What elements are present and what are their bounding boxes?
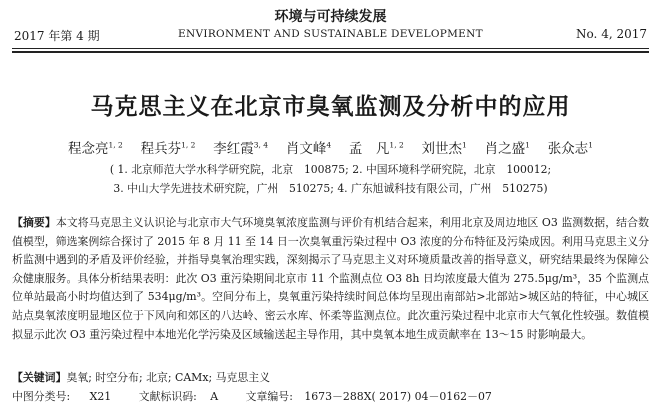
journal-header bbox=[14, 27, 647, 43]
author-name: 张众志 bbox=[547, 141, 589, 157]
author-name: 肖文峰 bbox=[285, 141, 327, 157]
article-number-label: 文章编号: bbox=[245, 390, 293, 403]
abstract-text: 本文将马克思主义认识论与北京市大气环境臭氧浓度监测与评价有机结合起来，利用北京及周边地区 O3 监测数据，结合数值模型，筛选案例综合探讨了 2015 年 8 月 11 至 14 日一次臭氧重污染过程中 O3 浓度的分布特征及污染成因。利用马克思主义分析监测中遇到的矛盾及评价经验，并指导臭氧治理实践，深刻揭示了马克思主义对环境质量改善的指导意义，研究结果最终为保障公众健康服务。具体分析结果表明：此次 O3 重污染期间北京市 11 个监测点位 O3 8h 日均浓度最大值为 275.5μg/m³，35 个监测点位单站最高小时均值达到了 534μg/m³。空间分布上，臭氧重污染持续时间总体均呈现出南部站>北部站>城区站的特征，中心城区站点臭氧浓度明显地区位于下风向和郊区的八达岭、密云水库、怀柔等监测点位。此次重污染过程中北京市大气氧化性较强。数值模拟显示此次 O3 重污染过程中本地光化学污染及区域输送起主导作用，其中臭氧本地生成贡献率在 13～15 时影响最大。 bbox=[12, 216, 649, 341]
author-affiliation-mark: 3, 4 bbox=[253, 140, 269, 150]
author-affiliation-mark: 1 bbox=[462, 140, 467, 150]
doc-code-label: 文献标识码: bbox=[138, 390, 197, 403]
abstract-label: 【摘要】 bbox=[12, 216, 56, 229]
issue-number: No. 4, 2017 bbox=[576, 27, 647, 41]
author-name: 刘世杰 bbox=[421, 141, 463, 157]
author-name: 孟 凡 bbox=[348, 141, 390, 157]
author-affiliation-mark: 1 bbox=[525, 140, 530, 150]
abstract bbox=[12, 214, 649, 344]
author-name: 李红霞 bbox=[213, 141, 254, 157]
author-affiliation-mark: 1, 2 bbox=[181, 140, 196, 150]
author-name: 肖之盛 bbox=[484, 141, 526, 157]
author-affiliation-mark: 1, 2 bbox=[108, 140, 123, 150]
header-rule-thin bbox=[12, 48, 649, 49]
author-list bbox=[0, 137, 661, 157]
author-affiliation-mark: 4 bbox=[326, 140, 332, 150]
issue-label: 2017 年第 4 期 bbox=[14, 29, 100, 43]
author-affiliation-mark: 1 bbox=[588, 140, 593, 150]
keywords-text: 臭氧; 时空分布; 北京; CAMx; 马克思主义 bbox=[66, 371, 271, 384]
author-name: 程念亮 bbox=[68, 141, 109, 157]
clc-value: X21 bbox=[89, 390, 112, 403]
affiliation-line-1: ( 1. 北京师范大学水科学研究院，北京 100875; 2. 中国环境科学研究院，北京 100012; bbox=[109, 163, 552, 176]
article-title: 马克思主义在北京市臭氧监测及分析中的应用 bbox=[90, 93, 571, 120]
clc-label: 中图分类号: bbox=[12, 390, 71, 403]
keywords-label: 【关键词】 bbox=[12, 371, 67, 384]
journal-title-cn: 环境与可持续发展 bbox=[274, 9, 387, 25]
article-number-value: 1673－288X( 2017) 04－0162－07 bbox=[304, 390, 492, 403]
journal-title-en: ENVIRONMENT AND SUSTAINABLE DEVELOPMENT bbox=[178, 28, 483, 40]
classification-line bbox=[12, 388, 612, 404]
keywords bbox=[12, 369, 270, 385]
affiliation-line-2: 3. 中山大学先进技术研究院，广州 510275; 4. 广东旭诚科技有限公司，广州 510275) bbox=[113, 182, 548, 195]
author-name: 程兵芬 bbox=[140, 141, 182, 157]
doc-code-value: A bbox=[210, 390, 219, 403]
header-rule-thick bbox=[12, 51, 649, 53]
author-affiliation-mark: 1, 2 bbox=[389, 140, 404, 150]
